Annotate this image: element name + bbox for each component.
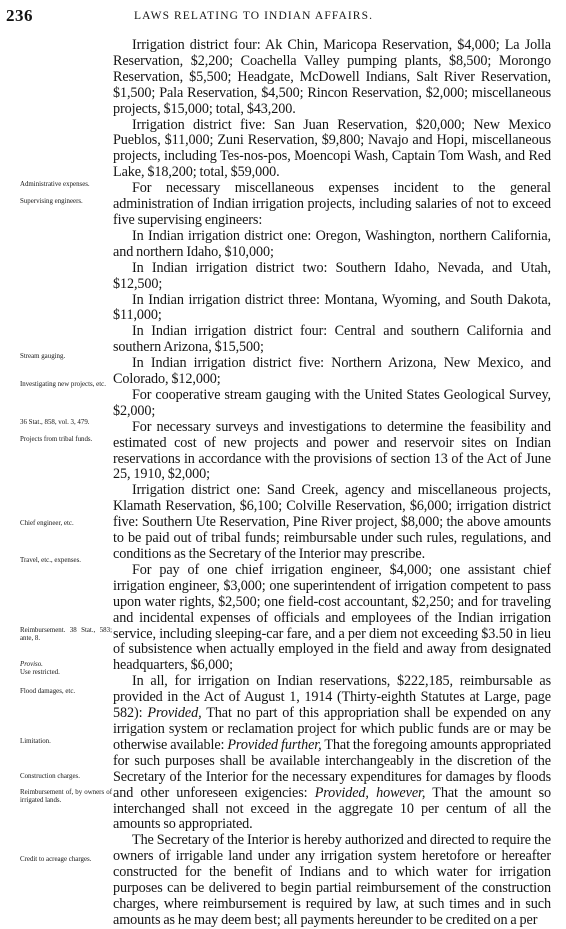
margin-note-stream-gauging: Stream gauging. (20, 353, 66, 360)
paragraph-engineer-district-three: In Indian irrigation district three: Montana, Wyoming, and South Dakota, $11,000; (113, 291, 551, 324)
in-all-text-4: That the amount so interchanged shall not exceed in the aggregate 10 per centum of all the amounts so appropriated. (113, 784, 551, 833)
paragraph-district-five: Irrigation district five: San Juan Reservation, $20,000; New Mexico Pueblos, $11,000; Zuni Reservation, $9,800; Navajo and Hopi, miscellaneous projects, including Tes-nos-pos, Moencopi Wash, Captain Tom Wash, and Red Lake, $18,200; total, $59,000. (113, 116, 551, 181)
margin-note-credit-acreage: Credit to acreage charges. (20, 856, 92, 863)
margin-note-use-restricted: Use restricted. (20, 669, 60, 676)
paragraph-engineer-district-four: In Indian irrigation district four: Central and southern California and southern Arizona, $15,500; (113, 323, 551, 356)
margin-note-flood-damages: Flood damages, etc. (20, 688, 76, 695)
running-head: LAWS RELATING TO INDIAN AFFAIRS. (134, 10, 374, 22)
margin-note-limitation: Limitation. (20, 738, 51, 745)
margin-note-proviso: Proviso. (20, 661, 43, 668)
paragraph-stream-gauging: For cooperative stream gauging with the United States Geological Survey, $2,000; (113, 386, 551, 419)
paragraph-engineer-district-five: In Indian irrigation district five: Northern Arizona, New Mexico, and Colorado, $12,000; (113, 355, 551, 388)
paragraph-chief-engineer: For pay of one chief irrigation engineer, $4,000; one assistant chief irrigation engineer, $3,000; one superintendent of irrigation competent to pass upon water rights, $2,500; one field-cost accountant, $2,250; and for traveling and incidental expenses of officials and employees of the Indian irrigation service, including sleeping-car fare, and a per diem not exceeding $3.50 in lieu of subsistence when actually employed in the field and away from designated headquarters, $6,000; (113, 561, 551, 674)
in-all-text-2: That no part of this appropriation shall be expended on any irrigation system or reclamation project for which public funds are or may be otherwise available: (113, 705, 551, 753)
proviso-label-1: Provided, (147, 705, 202, 722)
margin-note-chief-engineer: Chief engineer, etc. (20, 520, 74, 527)
paragraph-district-four: Irrigation district four: Ak Chin, Maricopa Reservation, $4,000; La Jolla Reservation, $2,200; Coachella Valley pumping plants, $8,500; Morongo Reservation, $5,500; Headgate, McDowell Indians, Salt River Reservation, $1,500; Pala Reservation, $4,500; Rincon Reservation, $2,000; miscellaneous projects, $15,000; total, $43,200. (113, 37, 551, 117)
margin-note-investigating-projects: Investigating new projects, etc. (20, 381, 106, 388)
margin-note-supervising-engineers: Supervising engineers. (20, 198, 83, 205)
paragraph-in-all (113, 674, 551, 833)
page-number: 236 (6, 6, 33, 25)
paragraph-construction-charges: The Secretary of the Interior is hereby authorized and directed to require the owners of irrigable land under any irrigation system heretofore or hereafter constructed for the benefit of Indians and to which water for irrigation purposes can be delivered to begin partial reimbursement of the construction charges, where reimbursement is required by law, at such times and in such amounts as he may deem best; all payments hereunder to be credited on a per (113, 832, 551, 928)
margin-note-administrative-expenses: Administrative expenses. (20, 181, 90, 188)
margin-note-construction-charges: Construction charges. (20, 773, 80, 780)
in-all-text-1: In all, for irrigation on Indian reservations, $222,185, reimbursable as provided in the Act of August 1, 1914 (Thirty-eighth Statutes at Large, page 582): (113, 673, 551, 722)
margin-notes (0, 0, 112, 880)
in-all-text-3: That the foregoing amounts appropriated for such purposes shall be available interchangeably in the discretion of the Secretary of the Interior for the necessary expenditures for damages by floods and other unforeseen exigencies: (113, 736, 551, 801)
paragraph-administrative-expenses: For necessary miscellaneous expenses incident to the general administration of Indian irrigation projects, including salaries of not to exceed five supervising engineers: (113, 180, 551, 228)
body-text (113, 37, 551, 928)
margin-note-reimbursement-owners: Reimbursement of, by owners of irrigated lands. (20, 789, 112, 804)
margin-note-tribal-funds: Projects from tribal funds. (20, 436, 93, 443)
paragraph-engineer-district-one: In Indian irrigation district one: Oregon, Washington, northern California, and northern Idaho, $10,000; (113, 227, 551, 260)
paragraph-engineer-district-two: In Indian irrigation district two: Southern Idaho, Nevada, and Utah, $12,500; (113, 259, 551, 292)
proviso-label-3: Provided, however, (314, 784, 426, 801)
paragraph-tribal-funds: Irrigation district one: Sand Creek, agency and miscellaneous projects, Klamath Reservation, $6,100; Colville Reservation, $6,000; irrigation district five: Southern Ute Reservation, Pine River project, $8,000; the above amounts to be paid out of tribal funds; reimbursable under such rules, regulations, and conditions as the Secretary of the Interior may prescribe. (113, 482, 551, 562)
margin-note-statute-citation: 36 Stat., 858, vol. 3, 479. (20, 419, 90, 426)
margin-note-travel-expenses: Travel, etc., expenses. (20, 557, 81, 564)
proviso-label-2: Provided further, (227, 736, 322, 753)
paragraph-surveys-investigations: For necessary surveys and investigations to determine the feasibility and estimated cost of new projects and power and reservoir sites on Indian reservations in accordance with the provisions of section 13 of the Act of June 25, 1910, $2,000; (113, 418, 551, 483)
margin-note-reimbursement: Reimbursement. 38 Stat., 583; ante, 8. (20, 627, 112, 642)
